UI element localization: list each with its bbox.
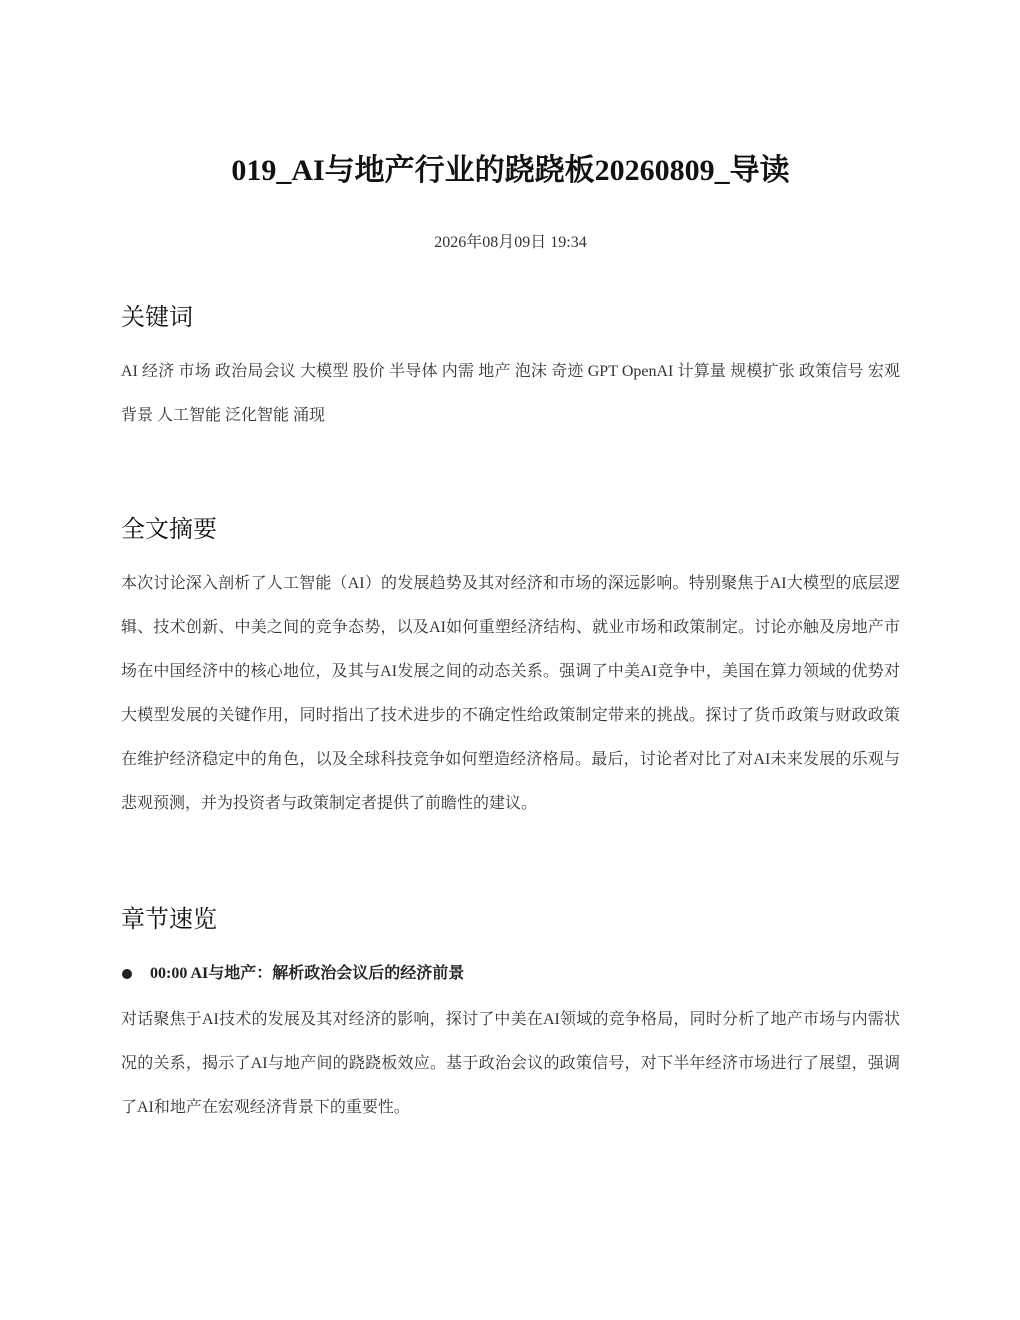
chapters-heading: 章节速览 bbox=[121, 907, 217, 933]
summary-text: 本次讨论深入剖析了人工智能（AI）的发展趋势及其对经济和市场的深远影响。特别聚焦于AI大模型的底层逻辑、技术创新、中美之间的竞争态势，以及AI如何重塑经济结构、就业市场和政策制定。讨论亦触及房地产市场在中国经济中的核心地位，及其与AI发展之间的动态关系。强调了中美AI竞争中，美国在算力领域的优势对大模型发展的关键作用，同时指出了技术进步的不确定性给政策制定带来的挑战。探讨了货币政策与财政政策在维护经济稳定中的角色，以及全球科技竞争如何塑造经济格局。最后，讨论者对比了对AI未来发展的乐观与悲观预测，并为投资者与政策制定者提供了前瞻性的建议。 bbox=[121, 575, 900, 812]
chapter-item-title-row bbox=[121, 962, 900, 986]
chapter-item-title: 00:00 AI与地产：解析政治会议后的经济前景 bbox=[150, 965, 465, 982]
document-title: 019_AI与地产行业的跷跷板20260809_导读 bbox=[231, 154, 790, 187]
document-date: 2026年08月09日 19:34 bbox=[434, 234, 587, 251]
bullet-icon bbox=[122, 969, 132, 979]
keywords-heading: 关键词 bbox=[121, 305, 193, 331]
keywords-text: AI 经济 市场 政治局会议 大模型 股价 半导体 内需 地产 泡沫 奇迹 GPT OpenAI 计算量 规模扩张 政策信号 宏观背景 人工智能 泛化智能 涌现 bbox=[121, 363, 900, 424]
chapter-item-text: 对话聚焦于AI技术的发展及其对经济的影响，探讨了中美在AI领域的竞争格局，同时分析了地产市场与内需状况的关系，揭示了AI与地产间的跷跷板效应。基于政治会议的政策信号，对下半年经济市场进行了展望，强调了AI和地产在宏观经济背景下的重要性。 bbox=[121, 1011, 900, 1116]
summary-heading: 全文摘要 bbox=[121, 517, 217, 543]
